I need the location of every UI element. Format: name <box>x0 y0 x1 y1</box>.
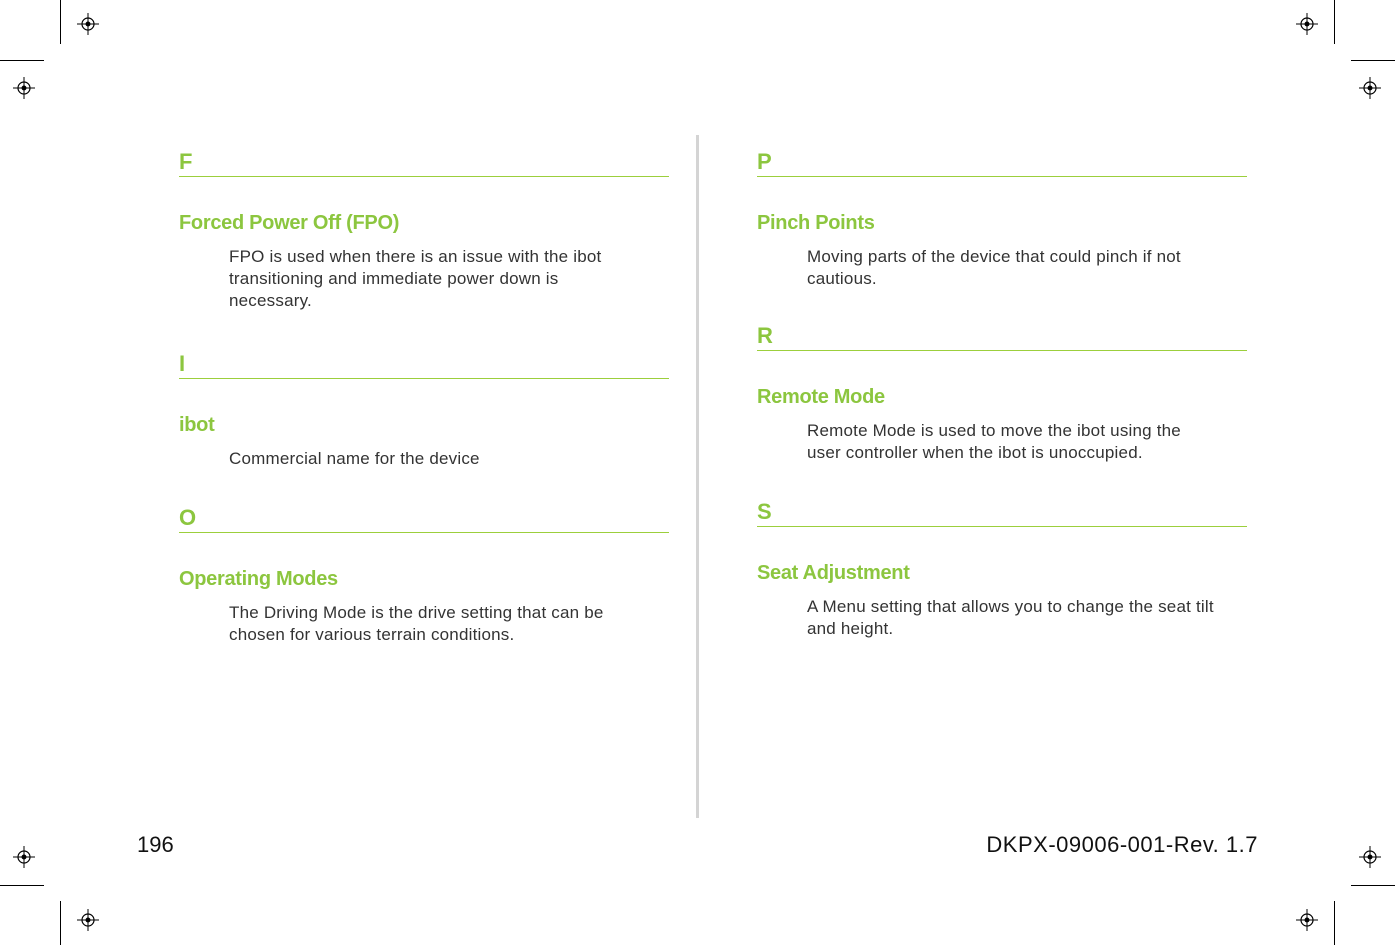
section-letter: S <box>757 499 772 524</box>
crop-mark <box>1351 885 1395 886</box>
section-letter: I <box>179 351 186 376</box>
glossary-term: Seat Adjustment <box>757 562 910 584</box>
glossary-definition: The Driving Mode is the drive setting that can be chosen for various terrain conditions. <box>229 603 604 644</box>
crop-mark <box>0 60 44 61</box>
column-divider <box>696 135 699 818</box>
glossary-term: Pinch Points <box>757 212 875 234</box>
registration-mark-icon <box>1296 13 1318 35</box>
glossary-term: ibot <box>179 414 215 436</box>
glossary-definition: Moving parts of the device that could pinch if not cautious. <box>807 247 1181 288</box>
section-heading <box>179 348 669 379</box>
crop-mark <box>1334 901 1335 945</box>
registration-mark-icon <box>13 846 35 868</box>
glossary-term: Forced Power Off (FPO) <box>179 212 400 234</box>
crop-mark <box>60 0 61 44</box>
crop-mark <box>1334 0 1335 44</box>
glossary-definition: Remote Mode is used to move the ibot using the user controller when the ibot is unoccupied. <box>807 421 1181 462</box>
registration-mark-icon <box>1359 77 1381 99</box>
glossary-right-column <box>757 146 1247 640</box>
section-letter: O <box>179 505 197 530</box>
glossary-section-s <box>757 496 1247 640</box>
glossary-definition: Commercial name for the device <box>229 449 480 468</box>
section-heading <box>179 502 669 533</box>
glossary-definition: A Menu setting that allows you to change the seat tilt and height. <box>807 597 1214 638</box>
glossary-definition: FPO is used when there is an issue with the ibot transitioning and immediate power down is necessary. <box>229 247 602 310</box>
section-letter: P <box>757 149 772 174</box>
section-heading <box>757 496 1247 527</box>
section-heading <box>179 146 669 177</box>
crop-mark <box>60 901 61 945</box>
document-id: DKPX-09006-001-Rev. 1.7 <box>986 832 1258 857</box>
glossary-section-f <box>179 146 669 312</box>
glossary-section-i <box>179 348 669 470</box>
registration-mark-icon <box>77 909 99 931</box>
crop-mark <box>1351 60 1395 61</box>
glossary-section-p <box>757 146 1247 290</box>
page-number: 196 <box>137 832 174 857</box>
registration-mark-icon <box>1359 846 1381 868</box>
glossary-term: Remote Mode <box>757 386 885 408</box>
section-letter: F <box>179 149 193 174</box>
section-heading <box>757 320 1247 351</box>
crop-mark <box>0 885 44 886</box>
registration-mark-icon <box>13 77 35 99</box>
section-letter: R <box>757 323 773 348</box>
registration-mark-icon <box>1296 909 1318 931</box>
glossary-section-o <box>179 502 669 646</box>
glossary-term: Operating Modes <box>179 568 338 590</box>
glossary-left-column <box>179 146 669 646</box>
glossary-section-r <box>757 320 1247 464</box>
registration-mark-icon <box>77 13 99 35</box>
section-heading <box>757 146 1247 177</box>
